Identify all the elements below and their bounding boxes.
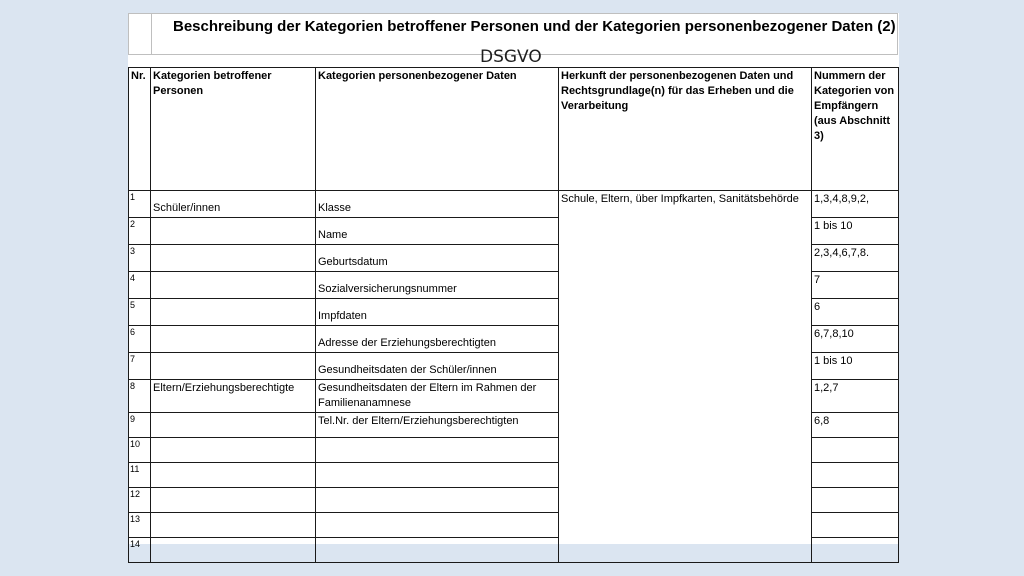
header-persons: Kategorien betroffener Personen [151, 68, 316, 191]
data-cell [316, 488, 559, 513]
recipients-cell: 1,3,4,8,9,2, [812, 191, 899, 218]
data-cell [316, 538, 559, 563]
data-cell: Klasse [316, 191, 559, 218]
title-gutter [129, 14, 152, 54]
recipients-cell: 6,8 [812, 413, 899, 438]
recipients-cell: 1,2,7 [812, 380, 899, 413]
header-data: Kategorien personenbezogener Daten [316, 68, 559, 191]
data-cell [316, 513, 559, 538]
data-cell: Gesundheitsdaten der Schüler/innen [316, 353, 559, 380]
persons-cell [151, 245, 316, 272]
data-cell [316, 438, 559, 463]
row-number: 10 [129, 438, 151, 463]
page-title: Beschreibung der Kategorien betroffener Personen und der Kategorien personenbezogener Daten (2) [173, 18, 896, 35]
data-cell: Gesundheitsdaten der Eltern im Rahmen der Familienanamnese [316, 380, 559, 413]
persons-cell [151, 353, 316, 380]
row-number: 4 [129, 272, 151, 299]
row-number: 13 [129, 513, 151, 538]
recipients-cell: 7 [812, 272, 899, 299]
row-number: 9 [129, 413, 151, 438]
data-cell: Adresse der Erziehungsberechtigten [316, 326, 559, 353]
persons-cell [151, 299, 316, 326]
subtitle: DSGVO [480, 47, 542, 67]
data-cell: Tel.Nr. der Eltern/Erziehungsberechtigten [316, 413, 559, 438]
persons-cell: Schüler/innen [151, 191, 316, 218]
persons-cell [151, 413, 316, 438]
header-origin: Herkunft der personenbezogenen Daten und Rechtsgrundlage(n) für das Erheben und die Verarbeitung [559, 68, 812, 191]
persons-cell [151, 513, 316, 538]
row-number: 12 [129, 488, 151, 513]
slide [128, 13, 899, 549]
recipients-cell: 1 bis 10 [812, 218, 899, 245]
header-nr: Nr. [129, 68, 151, 191]
row-number: 5 [129, 299, 151, 326]
recipients-cell [812, 513, 899, 538]
recipients-cell: 6 [812, 299, 899, 326]
origin-cell: Schule, Eltern, über Impfkarten, Sanitätsbehörde [559, 191, 812, 563]
persons-cell [151, 488, 316, 513]
row-number: 8 [129, 380, 151, 413]
persons-cell [151, 326, 316, 353]
recipients-cell: 2,3,4,6,7,8. [812, 245, 899, 272]
persons-cell [151, 272, 316, 299]
persons-cell: Eltern/Erziehungsberechtigte [151, 380, 316, 413]
data-table [128, 67, 899, 563]
row-number: 2 [129, 218, 151, 245]
recipients-cell [812, 488, 899, 513]
data-cell: Sozialversicherungsnummer [316, 272, 559, 299]
recipients-cell: 1 bis 10 [812, 353, 899, 380]
recipients-cell [812, 538, 899, 563]
data-cell: Geburtsdatum [316, 245, 559, 272]
data-cell: Impfdaten [316, 299, 559, 326]
row-number: 3 [129, 245, 151, 272]
recipients-cell: 6,7,8,10 [812, 326, 899, 353]
row-number: 14 [129, 538, 151, 563]
persons-cell [151, 438, 316, 463]
header-recipients: Nummern der Kategorien von Empfängern (aus Abschnitt 3) [812, 68, 899, 191]
recipients-cell [812, 463, 899, 488]
row-number: 11 [129, 463, 151, 488]
persons-cell [151, 218, 316, 245]
data-cell: Name [316, 218, 559, 245]
recipients-cell [812, 438, 899, 463]
persons-cell [151, 463, 316, 488]
row-number: 7 [129, 353, 151, 380]
data-cell [316, 463, 559, 488]
row-number: 1 [129, 191, 151, 218]
row-number: 6 [129, 326, 151, 353]
persons-cell [151, 538, 316, 563]
table-row [129, 191, 899, 218]
